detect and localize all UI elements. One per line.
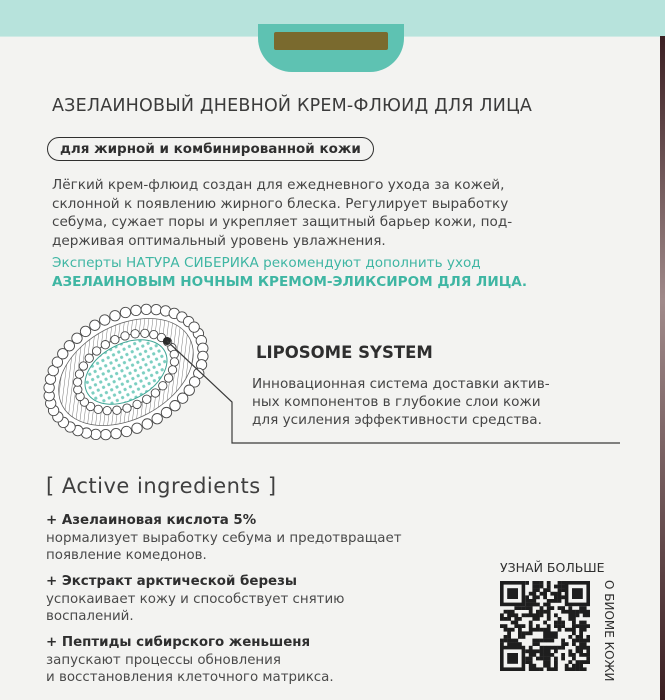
skin-type-badge: для жирной и комбинированной кожи (47, 137, 374, 161)
qr-code[interactable] (500, 581, 590, 671)
lipid-bead (132, 423, 142, 433)
lipid-bead (120, 307, 130, 317)
lipid-bead (121, 332, 129, 340)
ingredient-line: нормализует выработку себума и предотвращает (46, 531, 402, 546)
lipid-bead (142, 419, 152, 429)
lipid-bead (103, 406, 111, 414)
lipid-bead (131, 330, 139, 338)
liposome-line: для усиления эффективности средства. (252, 412, 542, 428)
ingredient-description (46, 652, 506, 686)
lipid-bead (123, 404, 131, 412)
lipid-bead (90, 320, 100, 330)
lipid-bead (170, 400, 180, 410)
lipid-bead (101, 340, 109, 348)
lipid-bead (142, 395, 150, 403)
ingredient-description (46, 530, 506, 564)
lipid-bead (150, 330, 158, 338)
expert-recommendation (52, 254, 612, 291)
lipid-bead (170, 358, 178, 366)
lipid-bead (159, 382, 167, 390)
lipid-bead (80, 326, 90, 336)
ingredient-line: запускают процессы обновления (46, 653, 281, 668)
lipid-bead (110, 311, 120, 321)
lipid-bead (121, 426, 131, 436)
description-line: держивая оптимальный уровень увлажнения. (52, 232, 386, 249)
lipid-bead (141, 304, 151, 314)
lipid-bead (101, 429, 111, 439)
lipid-bead (72, 333, 82, 343)
lipid-bead (92, 347, 100, 355)
ingredients-list (46, 512, 506, 695)
lipid-bead (94, 405, 102, 413)
ingredient-line: появление комедонов. (46, 548, 207, 563)
ingredient-line: успокаивает кожу и способствует снятию (46, 592, 345, 607)
lipid-bead (152, 414, 162, 424)
product-description (52, 176, 612, 250)
ingredient-item (46, 512, 506, 564)
liposome-line: Инновационная система доставки актив- (252, 376, 550, 392)
lipid-bead (131, 305, 141, 315)
lipid-bead (189, 322, 199, 332)
lipid-bead (91, 429, 101, 439)
description-line: склонной к появлению жирного блеска. Регулирует выработку (52, 195, 509, 212)
learn-more-label: УЗНАЙ БОЛЬШЕ (500, 560, 605, 575)
lipid-bead (111, 428, 121, 438)
lipid-bead (168, 366, 176, 374)
liposome-line: ных компонентов в глубокие слои кожи (252, 394, 541, 410)
lipid-bead (73, 378, 81, 386)
lipid-bead (85, 354, 93, 362)
ingredient-line: воспалений. (46, 609, 134, 624)
lipid-bead (111, 335, 119, 343)
ingredient-item (46, 634, 506, 686)
lipid-bead (161, 407, 171, 417)
lipid-bead (141, 329, 149, 337)
ingredient-name: + Азелаиновая кислота 5% (46, 513, 257, 528)
liposome-title: LIPOSOME SYSTEM (256, 343, 433, 362)
lipid-bead (151, 389, 159, 397)
liposome-description (252, 375, 618, 429)
description-line: себума, сужает поры и укрепляет защитный барьер кожи, под- (52, 214, 513, 230)
about-skin-biome-label: О БИОМЕ КОЖИ (602, 580, 616, 682)
ingredient-description (46, 591, 506, 625)
recommendation-product: АЗЕЛАИНОВЫМ НОЧНЫМ КРЕМОМ-ЭЛИКСИРОМ ДЛЯ ЛИЦА. (52, 273, 527, 290)
tab-window (274, 32, 388, 50)
lipid-bead (113, 406, 121, 414)
lipid-bead (151, 304, 161, 314)
lipid-bead (133, 400, 141, 408)
recommendation-line: Эксперты НАТУРА СИБЕРИКА рекомендуют дополнить уход (52, 255, 481, 271)
active-ingredients-heading: [ Active ingredients ] (46, 474, 277, 498)
description-line: Лёгкий крем-флюид создан для ежедневного ухода за кожей, (52, 177, 505, 193)
product-title: АЗЕЛАИНОВЫЙ ДНЕВНОЙ КРЕМ-ФЛЮИД ДЛЯ ЛИЦА (52, 96, 533, 116)
ingredient-item (46, 573, 506, 625)
ingredient-name: + Пептиды сибирского женьшеня (46, 635, 311, 650)
ingredient-line: и восстановления клеточного матрикса. (46, 670, 334, 685)
lipid-bead (75, 370, 83, 378)
ingredient-name: + Экстракт арктической березы (46, 574, 298, 589)
lipid-bead (79, 362, 87, 370)
lipid-bead (164, 374, 172, 382)
lipid-bead (100, 315, 110, 325)
box-edge (660, 36, 665, 700)
